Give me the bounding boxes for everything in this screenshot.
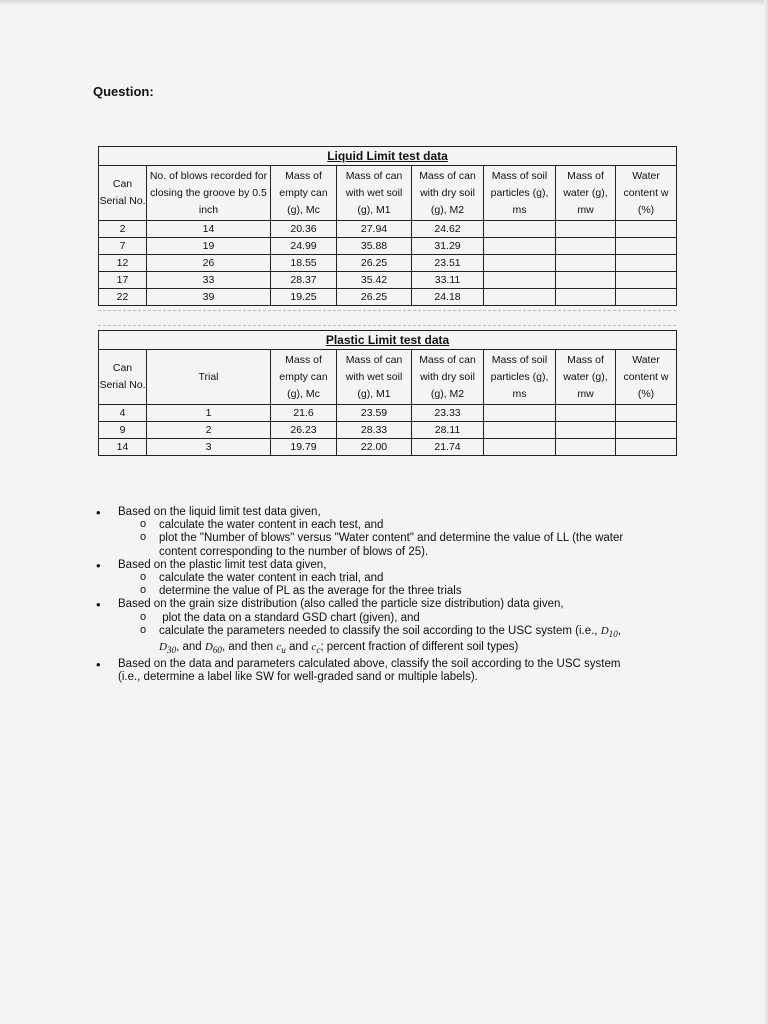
table-cell <box>556 272 616 289</box>
table-cell <box>616 255 677 272</box>
sub-bullet-item: o plot the "Number of blows" versus "Water content" and determine the value of LL (the water content corresponding to the number of blows of 25). <box>96 532 636 558</box>
column-header: No. of blows recorded for closing the groove by 0.5 inch <box>147 166 271 221</box>
table-cell: 18.55 <box>271 255 337 272</box>
table-cell: 27.94 <box>337 221 412 238</box>
table-row <box>99 255 677 272</box>
column-header: Mass of can with wet soil (g), M1 <box>337 350 412 405</box>
sub-bullet-item: o calculate the water content in each trial, and <box>96 572 636 585</box>
table-cell: 31.29 <box>412 238 484 255</box>
table-row <box>99 272 677 289</box>
table-cell <box>484 289 556 306</box>
table-cell <box>484 405 556 422</box>
table-cell <box>484 422 556 439</box>
column-header: Mass of soil particles (g), ms <box>484 166 556 221</box>
table-row <box>99 289 677 306</box>
table-cell: 7 <box>99 238 147 255</box>
header-row <box>99 350 677 405</box>
d60-symbol: $D_{60}$ <box>204 641 222 656</box>
table-cell: 33 <box>147 272 271 289</box>
table-cell: 2 <box>147 422 271 439</box>
table-row <box>99 405 677 422</box>
table-cell <box>616 272 677 289</box>
table-cell <box>484 238 556 255</box>
table-row <box>99 238 677 255</box>
bullet-item: • Based on the plastic limit test data given, <box>96 559 636 572</box>
sub-bullet-item: o plot the data on a standard GSD chart (given), and <box>96 612 636 625</box>
table-row <box>99 422 677 439</box>
table-cell <box>484 439 556 456</box>
column-header: Can Serial No. <box>99 166 147 221</box>
table-cell <box>556 422 616 439</box>
instructions-list <box>96 506 636 684</box>
header-row <box>99 166 677 221</box>
table-cell <box>616 221 677 238</box>
table-cell: 23.33 <box>412 405 484 422</box>
bullet-item: • Based on the liquid limit test data given, <box>96 506 636 519</box>
column-header: Can Serial No. <box>99 350 147 405</box>
column-header: Mass of water (g), mw <box>556 350 616 405</box>
column-header: Mass of water (g), mw <box>556 166 616 221</box>
table-row <box>99 439 677 456</box>
table-cell: 14 <box>99 439 147 456</box>
table-cell: 1 <box>147 405 271 422</box>
table-cell <box>616 405 677 422</box>
column-header: Mass of can with wet soil (g), M1 <box>337 166 412 221</box>
table-title: Liquid Limit test data <box>99 147 677 166</box>
table-cell <box>616 422 677 439</box>
tables-container <box>98 146 676 456</box>
table-cell: 24.18 <box>412 289 484 306</box>
cc-symbol: $c_c$ <box>311 641 321 656</box>
liquid-limit-table <box>98 146 677 306</box>
table-cell: 35.42 <box>337 272 412 289</box>
table-cell: 19.79 <box>271 439 337 456</box>
table-cell: 33.11 <box>412 272 484 289</box>
table-cell <box>556 238 616 255</box>
scan-shadow-right <box>764 0 768 1024</box>
column-header: Water content w (%) <box>616 350 677 405</box>
table-row <box>99 221 677 238</box>
table-cell <box>484 221 556 238</box>
table-cell <box>616 439 677 456</box>
sub-bullet-item: o calculate the water content in each test, and <box>96 519 636 532</box>
table-cell: 28.33 <box>337 422 412 439</box>
table-cell: 28.11 <box>412 422 484 439</box>
table-cell: 20.36 <box>271 221 337 238</box>
table-cell: 2 <box>99 221 147 238</box>
table-cell: 24.62 <box>412 221 484 238</box>
table-cell: 9 <box>99 422 147 439</box>
scan-shadow <box>0 0 768 6</box>
table-separator <box>98 310 676 326</box>
column-header: Mass of can with dry soil (g), M2 <box>412 166 484 221</box>
column-header: Mass of can with dry soil (g), M2 <box>412 350 484 405</box>
sub-bullet-item: o calculate the parameters needed to classify the soil according to the USC system (i.e., $D_{10}$, $D_{30}$, and $D_{60}$, and then $c_u$ and $c_c$; percent fraction of different soil types) <box>96 625 636 658</box>
bullet-item: • Based on the grain size distribution (also called the particle size distribution) data given, <box>96 598 636 611</box>
table-cell: 26 <box>147 255 271 272</box>
plastic-limit-table <box>98 330 677 456</box>
table-cell: 19 <box>147 238 271 255</box>
table-cell: 14 <box>147 221 271 238</box>
column-header: Water content w (%) <box>616 166 677 221</box>
table-title: Plastic Limit test data <box>99 331 677 350</box>
table-cell <box>616 289 677 306</box>
table-cell <box>556 289 616 306</box>
column-header: Trial <box>147 350 271 405</box>
table-cell: 26.25 <box>337 289 412 306</box>
column-header: Mass of empty can (g), Mc <box>271 166 337 221</box>
table-cell: 24.99 <box>271 238 337 255</box>
bullet-item: • Based on the data and parameters calculated above, classify the soil according to the USC system (i.e., determine a label like SW for well-graded sand or multiple labels). <box>96 658 636 684</box>
column-header: Mass of empty can (g), Mc <box>271 350 337 405</box>
table-cell: 21.6 <box>271 405 337 422</box>
table-cell: 23.51 <box>412 255 484 272</box>
table-cell: 28.37 <box>271 272 337 289</box>
table-cell: 22 <box>99 289 147 306</box>
table-cell: 4 <box>99 405 147 422</box>
sub-bullet-item: o determine the value of PL as the average for the three trials <box>96 585 636 598</box>
table-cell: 19.25 <box>271 289 337 306</box>
table-cell: 22.00 <box>337 439 412 456</box>
column-header: Mass of soil particles (g), ms <box>484 350 556 405</box>
d30-symbol: $D_{30}$ <box>159 641 177 656</box>
table-cell: 3 <box>147 439 271 456</box>
table-cell <box>616 238 677 255</box>
table-cell: 26.25 <box>337 255 412 272</box>
table-cell <box>556 221 616 238</box>
cu-symbol: $c_u$ <box>276 641 286 656</box>
table-cell <box>556 439 616 456</box>
table-cell: 17 <box>99 272 147 289</box>
table-cell: 26.23 <box>271 422 337 439</box>
table-cell <box>556 255 616 272</box>
table-cell <box>484 272 556 289</box>
table-cell: 23.59 <box>337 405 412 422</box>
table-cell: 21.74 <box>412 439 484 456</box>
d10-symbol: $D_{10}$ <box>600 624 618 640</box>
table-cell: 39 <box>147 289 271 306</box>
table-cell: 35.88 <box>337 238 412 255</box>
table-cell: 12 <box>99 255 147 272</box>
table-cell <box>556 405 616 422</box>
table-cell <box>484 255 556 272</box>
question-heading: Question: <box>93 84 154 99</box>
